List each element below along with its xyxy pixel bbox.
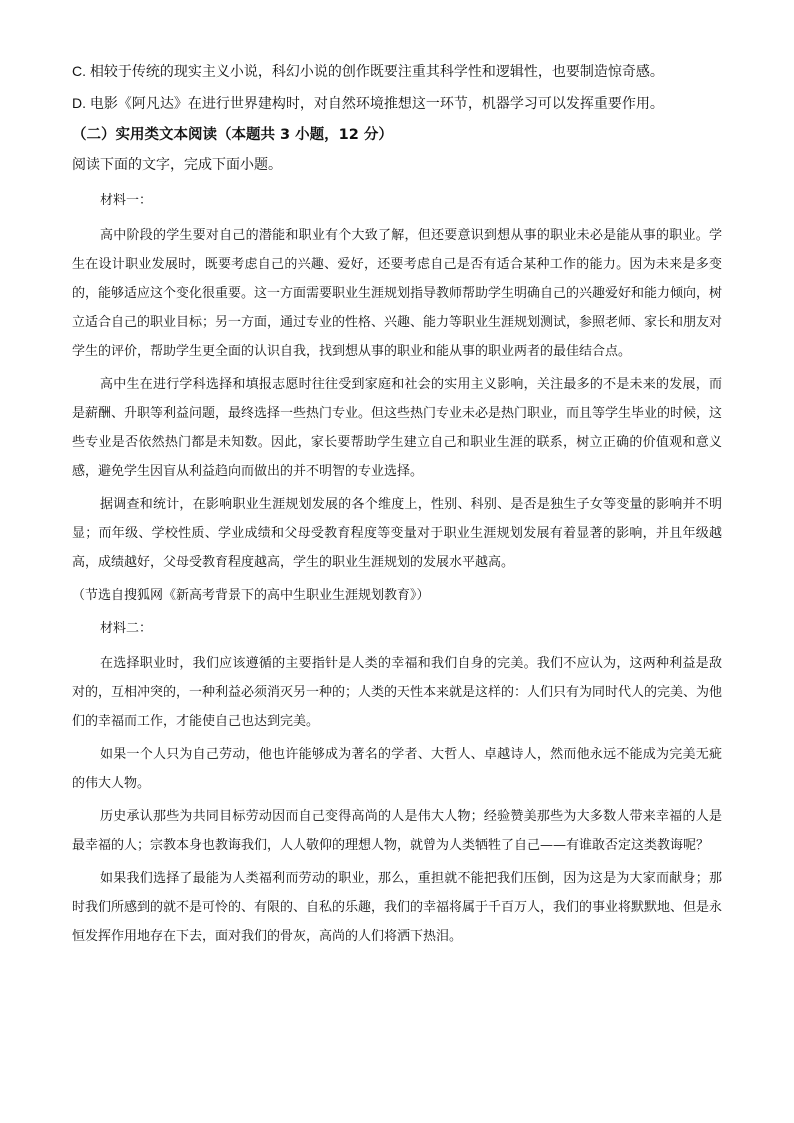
material1-paragraph-2: 高中生在进行学科选择和填报志愿时往往受到家庭和社会的实用主义影响，关注最多的不是未来的发展，而是薪酬、升职等利益问题，最终选择一些热门专业。但这些热门专业未必是热门职业，而且等学生毕业的时候，这些专业是否依然热门都是未知数。因此，家长要帮助学生建立自己和职业生涯的联系，树立正确的价值观和意义感，避免学生因盲从利益趋向而做出的并不明智的专业选择。 xyxy=(72,377,723,479)
material1-label: 材料一： xyxy=(100,193,153,208)
reading-instruction: 阅读下面的文字，完成下面小题。 xyxy=(72,157,282,173)
material1-paragraph-1: 高中阶段的学生要对自己的潜能和职业有个大致了解，但还要意识到想从事的职业未必是能从事的职业。学生在设计职业发展时，既要考虑自己的兴趣、爱好，还要考虑自己是否有适合某种工作的能力。因为未来是多变的，能够适应这个变化很重要。这一方面需要职业生涯规划指导教师帮助学生明确自己的兴趣爱好和能力倾向，树立适合自己的职业目标；另一方面，通过专业的性格、兴趣、能力等职业生涯规划测试，参照老师、家长和朋友对学生的评价，帮助学生更全面的认识自我，找到想从事的职业和能从事的职业两者的最佳结合点。 xyxy=(72,228,723,359)
material2-paragraph-2: 如果一个人只为自己劳动，他也许能够成为著名的学者、大哲人、卓越诗人，然而他永远不能成为完美无疵的伟大人物。 xyxy=(72,747,722,791)
material2-paragraph-4: 如果我们选择了最能为人类福利而劳动的职业，那么，重担就不能把我们压倒，因为这是为大家而献身；那时我们所感到的就不是可怜的、有限的、自私的乐趣，我们的幸福将属于千百万人，我们的事业将默默地、但是永恒发挥作用地存在下去，面对我们的骨灰，高尚的人们将洒下热泪。 xyxy=(72,871,723,944)
option-d: D. 电影《阿凡达》在进行世界建构时，对自然环境推想这一环节，机器学习可以发挥重要作用。 xyxy=(72,95,664,111)
material2-paragraph-3: 历史承认那些为共同目标劳动因而自己变得高尚的人是伟大人物；经验赞美那些为大多数人带来幸福的人是最幸福的人；宗教本身也教诲我们，人人敬仰的理想人物，就曾为人类牺牲了自己——有谁敢否定这类教诲呢？ xyxy=(72,809,722,853)
document-page xyxy=(72,60,722,955)
option-c: C. 相较于传统的现实主义小说，科幻小说的创作既要注重其科学性和逻辑性，也要制造惊奇感。 xyxy=(72,63,664,79)
section-heading: （二）实用类文本阅读（本题共 3 小题，12 分） xyxy=(72,127,393,143)
material2-label: 材料二： xyxy=(100,621,153,636)
material2-paragraph-1: 在选择职业时，我们应该遵循的主要指针是人类的幸福和我们自身的完美。我们不应认为，这两种利益是敌对的，互相冲突的，一种利益必须消灭另一种的；人类的天性本来就是这样的：人们只有为同时代人的完美、为他们的幸福而工作，才能使自己也达到完美。 xyxy=(72,656,723,729)
material1-paragraph-3: 据调查和统计，在影响职业生涯规划发展的各个维度上，性别、科别、是否是独生子女等变量的影响并不明显；而年级、学校性质、学业成绩和父母受教育程度等变量对于职业生涯规划发展有着显著的影响，并且年级越高，成绩越好，父母受教育程度越高，学生的职业生涯规划的发展水平越高。 xyxy=(72,497,722,570)
material1-source: （节选自搜狐网《新高考背景下的高中生职业生涯规划教育》） xyxy=(72,588,430,603)
